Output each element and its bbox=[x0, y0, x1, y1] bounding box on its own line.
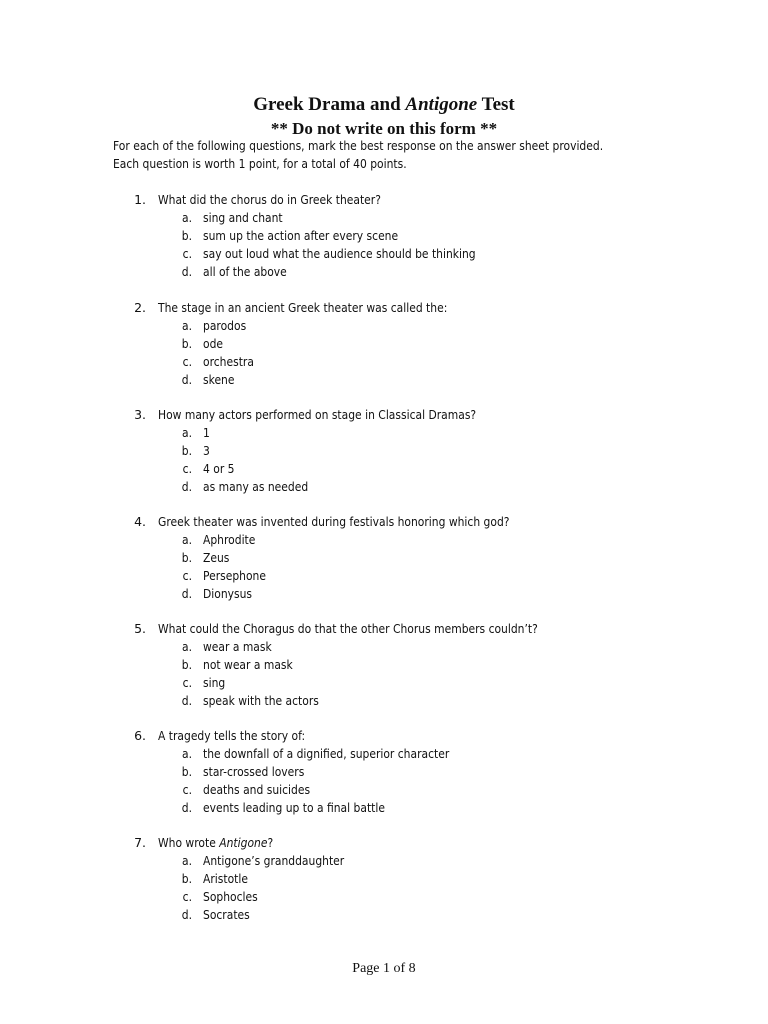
question-text-suffix: ? bbox=[267, 835, 274, 850]
question-text: Greek theater was invented during festivals honoring which god? bbox=[158, 514, 510, 529]
option-text: Aphrodite bbox=[203, 532, 256, 547]
title-italic: Antigone bbox=[405, 94, 478, 115]
option-letter: c. bbox=[182, 675, 192, 690]
option-letter: c. bbox=[182, 568, 192, 583]
option-text: deaths and suicides bbox=[203, 782, 311, 797]
option-text: star-crossed lovers bbox=[203, 764, 305, 779]
option-text: ode bbox=[203, 336, 224, 351]
option-letter: a. bbox=[181, 639, 192, 654]
question-text: How many actors performed on stage in Classical Dramas? bbox=[158, 407, 477, 422]
question-text-italic: Antigone bbox=[219, 835, 268, 850]
option-text: Aristotle bbox=[203, 871, 248, 886]
option-text: Zeus bbox=[203, 550, 230, 565]
option-text: Socrates bbox=[203, 907, 250, 922]
option-text: not wear a mask bbox=[203, 657, 293, 672]
option-text: 1 bbox=[203, 425, 210, 440]
option-letter: b. bbox=[181, 550, 192, 565]
option-letter: c. bbox=[182, 782, 192, 797]
question-number: 4. bbox=[134, 514, 146, 529]
option-text: 3 bbox=[203, 443, 210, 458]
option-text: sum up the action after every scene bbox=[203, 228, 399, 243]
option-letter: d. bbox=[181, 800, 192, 815]
option-letter: a. bbox=[181, 210, 192, 225]
option-text: skene bbox=[203, 372, 235, 387]
option-text: say out loud what the audience should be thinking bbox=[203, 246, 476, 261]
option-text: sing and chant bbox=[203, 210, 283, 225]
question-number: 6. bbox=[134, 728, 146, 743]
title-prefix: Greek Drama and bbox=[253, 94, 406, 115]
page-title bbox=[0, 93, 768, 117]
instructions bbox=[113, 137, 629, 173]
option-letter: b. bbox=[181, 336, 192, 351]
question-number: 5. bbox=[134, 621, 146, 636]
option-letter: a. bbox=[181, 746, 192, 761]
question-text: What could the Choragus do that the other Chorus members couldn’t? bbox=[158, 621, 538, 636]
option-letter: d. bbox=[181, 479, 192, 494]
option-letter: a. bbox=[181, 318, 192, 333]
option-text: wear a mask bbox=[203, 639, 272, 654]
option-letter: d. bbox=[181, 372, 192, 387]
question-text-prefix: Who wrote bbox=[158, 835, 220, 850]
option-letter: b. bbox=[181, 443, 192, 458]
option-text: the downfall of a dignified, superior character bbox=[203, 746, 450, 761]
option-letter: d. bbox=[181, 693, 192, 708]
instructions-line-1: For each of the following questions, mark the best response on the answer sheet provided. bbox=[113, 138, 604, 153]
page-subtitle: ** Do not write on this form ** bbox=[270, 119, 498, 138]
question-text: The stage in an ancient Greek theater was called the: bbox=[158, 300, 448, 315]
option-letter: c. bbox=[182, 461, 192, 476]
question-number: 3. bbox=[134, 407, 146, 422]
option-letter: b. bbox=[181, 764, 192, 779]
option-letter: c. bbox=[182, 354, 192, 369]
title-suffix: Test bbox=[477, 94, 515, 115]
page-number: Page 1 of 8 bbox=[352, 961, 416, 976]
option-text: parodos bbox=[203, 318, 247, 333]
option-letter: b. bbox=[181, 871, 192, 886]
question-text bbox=[158, 834, 273, 852]
option-text: 4 or 5 bbox=[203, 461, 235, 476]
option-letter: a. bbox=[181, 532, 192, 547]
option-letter: b. bbox=[181, 228, 192, 243]
option-text: Persephone bbox=[203, 568, 266, 583]
option-text: speak with the actors bbox=[203, 693, 319, 708]
option-text: orchestra bbox=[203, 354, 254, 369]
option-text: Sophocles bbox=[203, 889, 258, 904]
option-letter: b. bbox=[181, 657, 192, 672]
option-letter: a. bbox=[181, 853, 192, 868]
option-letter: d. bbox=[181, 907, 192, 922]
option-text: Antigone’s granddaughter bbox=[203, 853, 345, 868]
option-letter: c. bbox=[182, 246, 192, 261]
question-number: 7. bbox=[134, 835, 146, 850]
question-number: 2. bbox=[134, 300, 146, 315]
option-letter: a. bbox=[181, 425, 192, 440]
option-text: as many as needed bbox=[203, 479, 309, 494]
question-text: What did the chorus do in Greek theater? bbox=[158, 192, 381, 207]
option-text: Dionysus bbox=[203, 586, 253, 601]
option-letter: d. bbox=[181, 586, 192, 601]
option-letter: c. bbox=[182, 889, 192, 904]
option-letter: d. bbox=[181, 264, 192, 279]
question-number: 1. bbox=[134, 192, 146, 207]
option-text: events leading up to a final battle bbox=[203, 800, 385, 815]
option-text: all of the above bbox=[203, 264, 287, 279]
instructions-line-2: Each question is worth 1 point, for a total of 40 points. bbox=[113, 156, 407, 171]
option-text: sing bbox=[203, 675, 226, 690]
question-text: A tragedy tells the story of: bbox=[158, 728, 306, 743]
